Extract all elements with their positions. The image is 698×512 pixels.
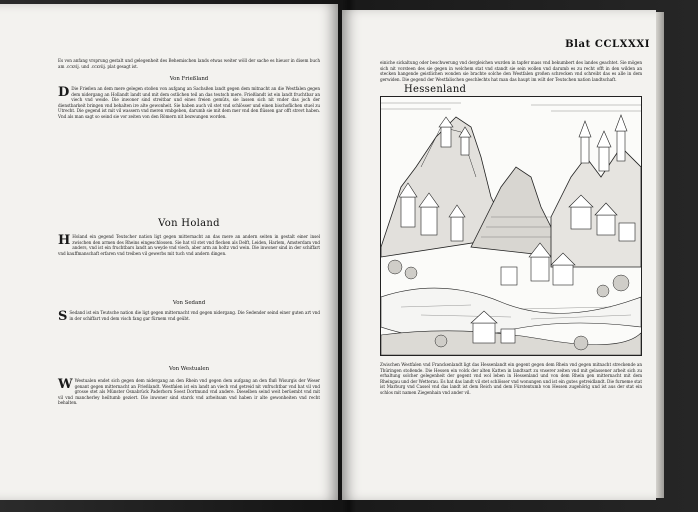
hessenland-landscape <box>381 97 641 355</box>
heading-westvalen: Von Westualen <box>168 366 210 372</box>
text-sedand: S Sedand ist ein Teutsche nation die ligt gegen mitternacht vnd gegen nidergang. Die Sedender seind einer guten art vnd in der schiffart vnd dem visch fang gar fürnem vnd geübt. <box>58 309 320 324</box>
initial-w: W <box>58 377 73 392</box>
woodcut-illustration <box>380 96 642 356</box>
text-frisland: D Die Frießen an dem mere gelegen stoßen von aufgang an Sachsßen landt gegen dem mitnacht an die Westfalen gegen dem nidergang an Hollandt landt und mit dem ostlichen teil an das teutsch mere. Frießlandt ist ein landt fruchtbar an viech vnd weide. Die inwoner sind streitbar und eines freien gemüts, sie lassen sich nit vnder das joch der dienstbarkeit bringen vnd behalten ire alte gewonheit. Sie haben auch vil stet vnd schlösser und einen bischoflichen stuel zu Utrecht. Die gegend ist mit vil wassern vnd meren vmbgeben, darumb sie mit dem mer vnd den flüssen gar offt strevt haben. Vnd als man sagt so seind sie vor zeiten von den Römern nit bezwungen worden. <box>58 85 320 119</box>
heading-sedand: Von Sedand <box>172 300 206 306</box>
initial-h: H <box>58 233 71 248</box>
intro-text: Es von anfang vrsprung gestalt und gelegenheit des Behemischen lands etwas weiter wöll der sache es hieuor in disem buch am .ccxvij. und .ccxviij. plat gesagt ist. <box>58 58 320 69</box>
right-bottom-text: Zwischen Westfalen vnd Franckenlandt ligt das Hessenlandt ein gegent gegen dem Rhein vnd gegen mitnacht streckende an Thüringen stoßende. Die Hessen ein volck der alten Katten in landtsart zu vnserer zeiten vnd mit gelassener arbeit sich zu erhaltung solcher gelegenheit der gegent vnd wol leben in Hessenland und von dem Rhein gen mitternacht mit dem Rheingau und der Wetterau. Es hat das landt vil stet schlösser vnd wonungen und ist ein gutes getreidlandt. Die furneme stat ist Marburg vnd Cassel vnd das landt ist dem Reich und dem Fürstentumb von Hessen zugehörig und ist aus der stat ein schlos mit namen Ziegenhain vnd ander vil. <box>380 362 642 395</box>
heading-holand: Von Holand <box>158 218 220 229</box>
heading-frisland: Von Frießland <box>169 76 209 82</box>
initial-s: S <box>58 309 68 324</box>
right-top-text: einiche sickaltung oder beschwerung vnd dergleichen wurden in tapfer mass vnd bekumbert des landes geachtet. Sie mögen sich nit vorsteen des sie gegen in welchem stat vnd standt sie sein wollen vnd darumb es zu recht offt in den wilden an stecken hangende geistlichen wonden sie brachte solche den Westfalen großen schrecken vnd schreibt das es alle in dem gerwiden. Die gegend der Westfalischen geschlechts hat man das haupt im wilt der Teutschen nation landtschaft. <box>380 60 642 82</box>
left-page <box>0 4 338 500</box>
initial-d: D <box>58 85 70 100</box>
text-westvalen: W Westualen endet sich gegen dem nidergang an den Rhein vnd gegen dem aufgang an den fluß Wisurgis der Weser genant gegen mitternacht an Frießlandt. Westfalen ist ein landt an viech vnd getreid nit vnfruchtbar vnd hat vil vnd grosse stet als Münster Osnabrück Paderborn Soest Dortmund vnd andere. Dieselben seind weit berüembt vnd mit vil vnd mancherley heiltumb geziert. Die inwoner sind starck vnd arbeitsam vnd haben ir alte gewonheiten vnd recht behalten. <box>58 377 320 406</box>
right-page-edge <box>656 12 664 498</box>
woodcut-title: Hessenland <box>404 84 467 95</box>
folio-number: Blat CCLXXXI <box>565 39 650 50</box>
text-holand: H Holand ein gegend Teutscher nation ligt gegen mitternacht an das mere an andern seiten in gestalt einer insel zwischen den armen des Rheins eingeschlossen. Sie hat vil stet vnd flecken als Delft, Leiden, Harlem, Amsterdam vnd anders, vnd ist ein fruchtbars landt an weyde vnd viech, aber arm an holtz vnd wein. Die inwoner sind in der schiffart vnd kauffmanschaft erfaren vnd treiben vil gewerbs mit tuch vnd andern dingen. <box>58 233 320 256</box>
